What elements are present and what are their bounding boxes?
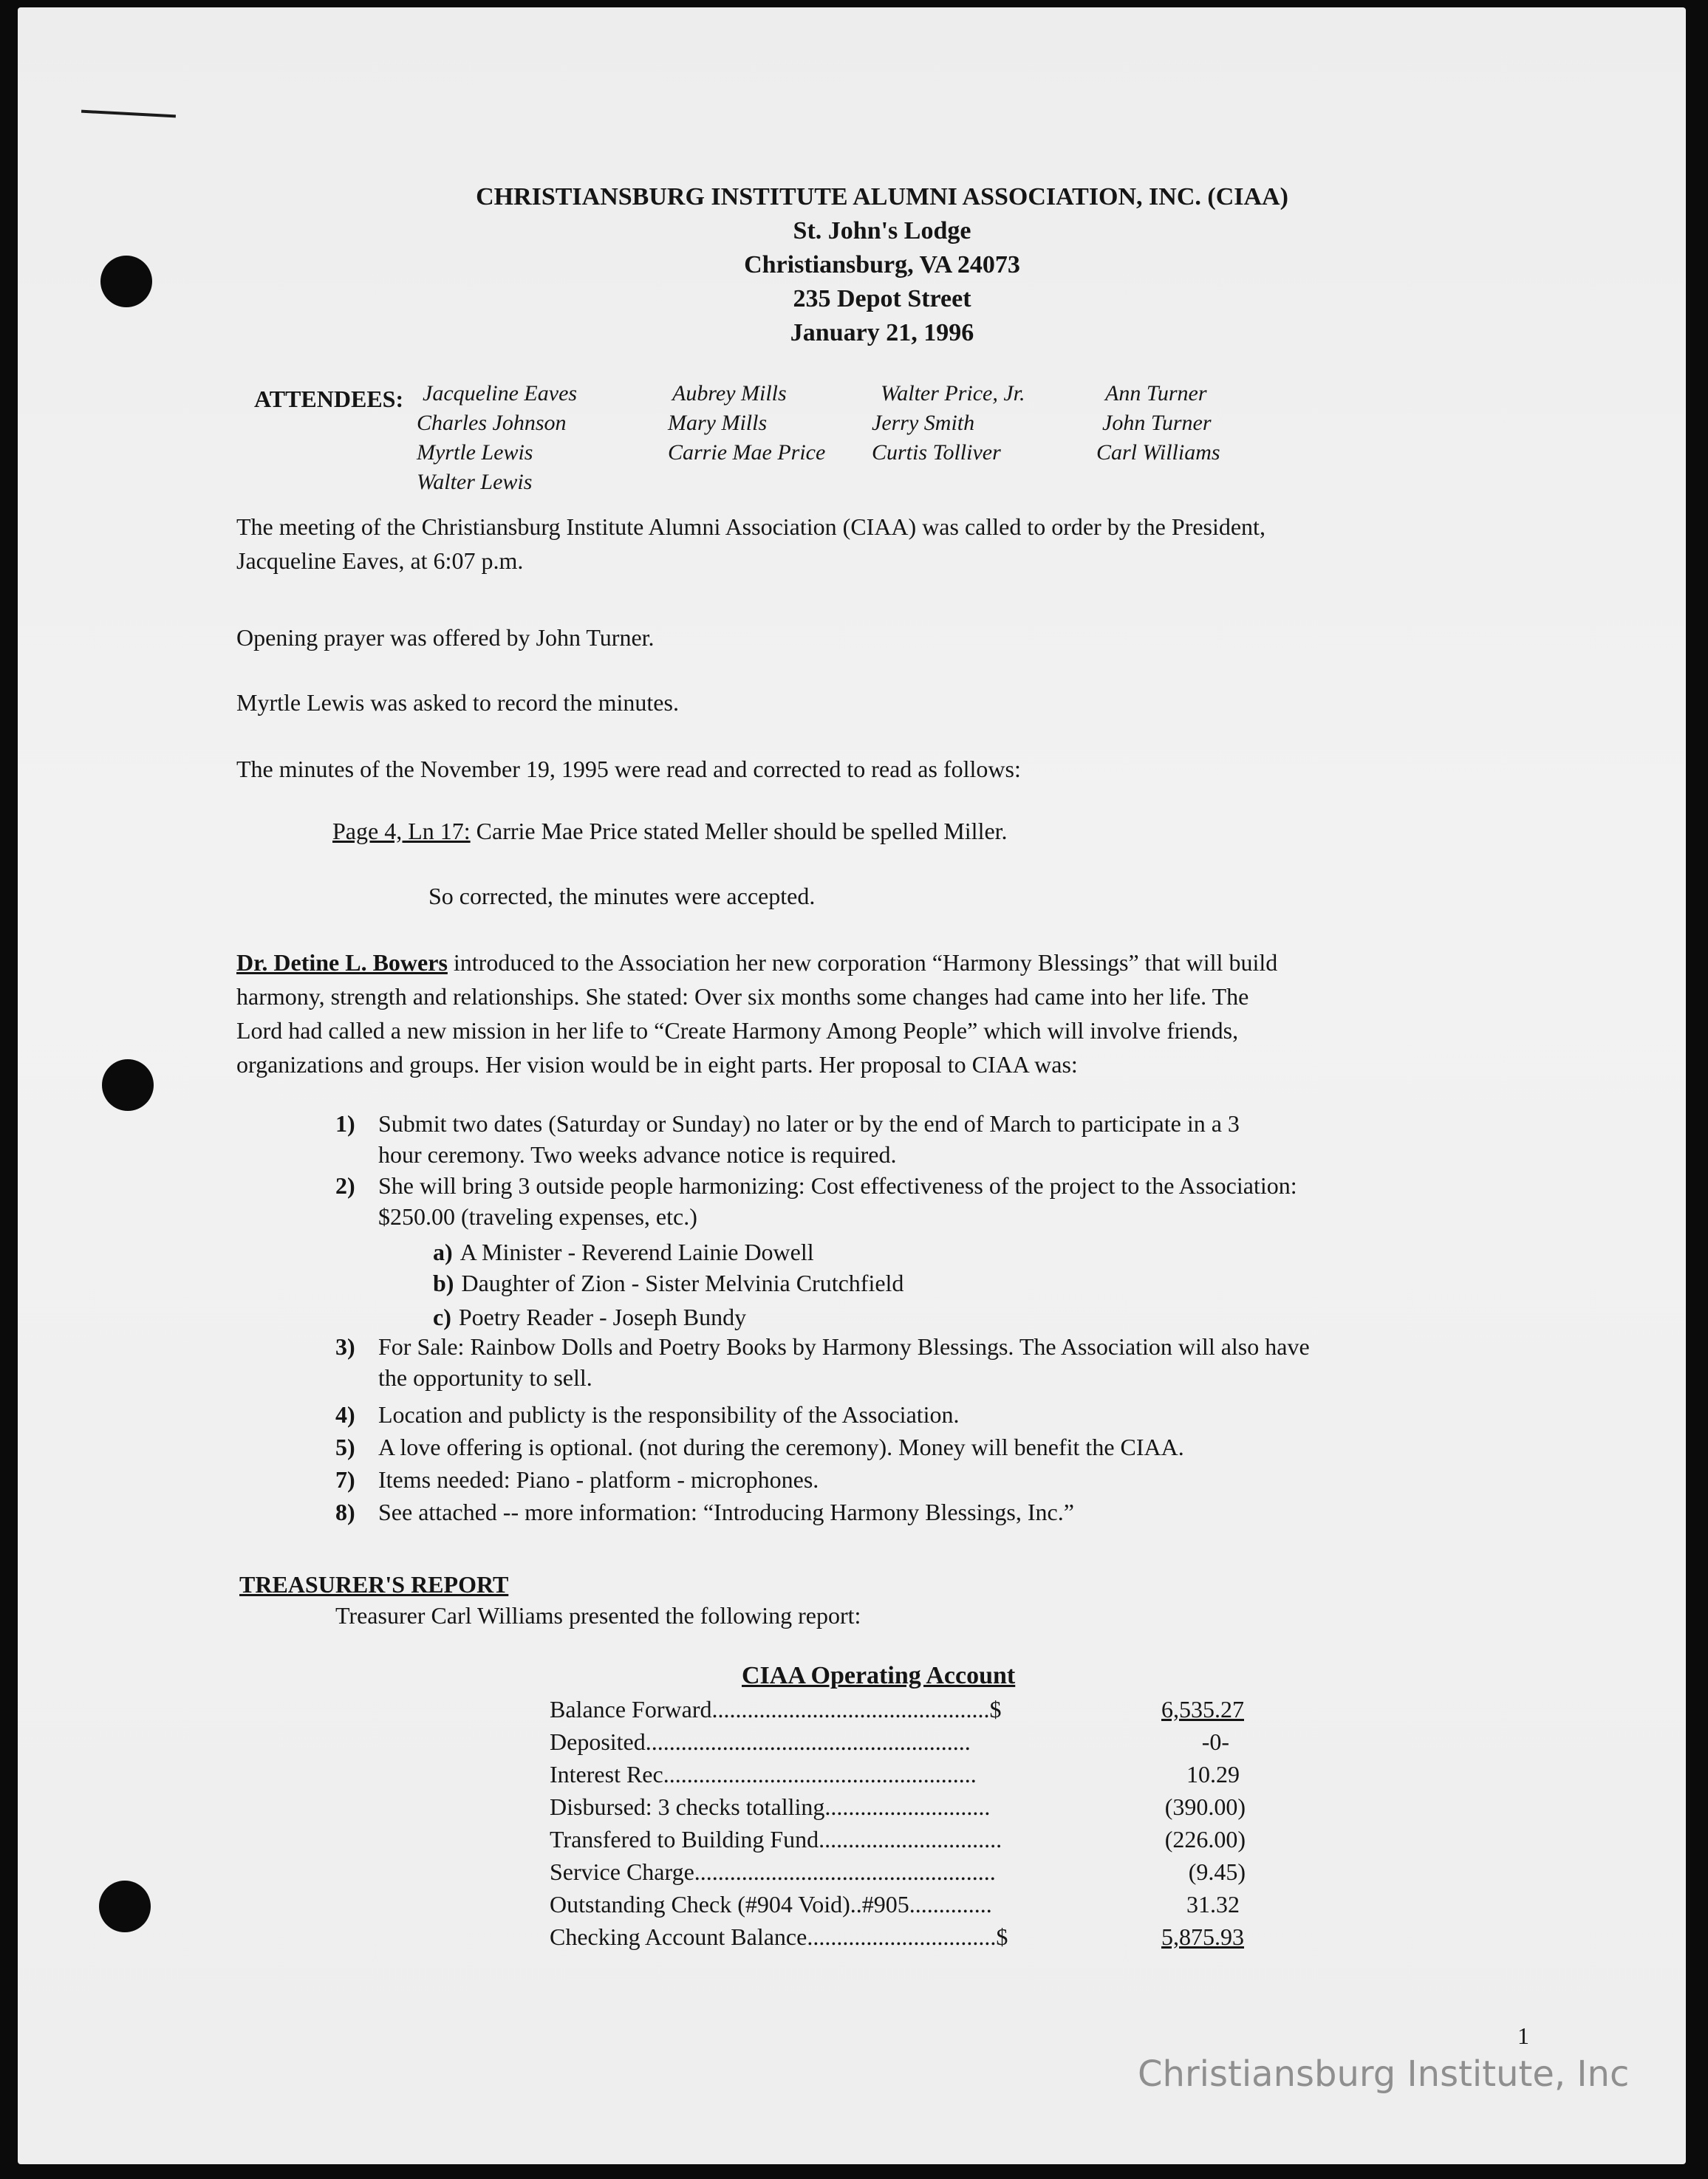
account-row (550, 1725, 1288, 1758)
speaker-name: Dr. Detine L. Bowers (236, 949, 448, 976)
account-row-label: Deposited....................................................... (550, 1728, 971, 1755)
punch-hole-bottom (99, 1881, 151, 1932)
bowers-intro: introduced to the Association her new corporation “Harmony Blessings” that will build (447, 949, 1278, 976)
item-text: the opportunity to sell. (378, 1364, 592, 1391)
item-number: 2) (335, 1172, 355, 1199)
bowers-line-3: Lord had called a new mission in her life to “Create Harmony Among People” which will involve friends, (236, 1017, 1239, 1044)
attendee-name: Carrie Mae Price (668, 440, 826, 465)
minutes-recorder: Myrtle Lewis was asked to record the minutes. (236, 689, 679, 716)
account-row-label: Balance Forward...............................................$ (550, 1696, 1002, 1723)
venue: St. John's Lodge (793, 217, 971, 244)
proposal-item-7 (335, 1464, 1517, 1495)
opening-prayer: Opening prayer was offered by John Turner. (236, 624, 655, 651)
account-row (550, 1758, 1288, 1790)
account-row (550, 1920, 1288, 1953)
item-text: Items needed: Piano - platform - microphones. (378, 1466, 819, 1493)
proposal-subitem-b: b) Daughter of Zion - Sister Melvinia Crutchfield (433, 1270, 904, 1296)
proposal-subitem-a: a) A Minister - Reverend Lainie Dowell (433, 1239, 814, 1265)
account-row-amount: (390.00) (1164, 1793, 1246, 1820)
minutes-correction (332, 814, 1008, 848)
attendee-name: Aubrey Mills (672, 381, 787, 406)
account-row (550, 1888, 1288, 1920)
call-to-order-line-1: The meeting of the Christiansburg Institute Alumni Association (CIAA) was called to order by the President, (236, 513, 1265, 540)
account-row-amount: 6,535.27 (1161, 1696, 1244, 1723)
proposal-item-8 (335, 1496, 1517, 1528)
punch-hole-middle (102, 1059, 154, 1111)
item-text: A love offering is optional. (not during the ceremony). Money will benefit the CIAA. (378, 1434, 1184, 1460)
letterhead (431, 180, 1333, 350)
item-text: She will bring 3 outside people harmonizing: Cost effectiveness of the project to the Association: (378, 1172, 1297, 1199)
account-row-label: Outstanding Check (#904 Void)..#905.............. (550, 1891, 992, 1918)
item-text: For Sale: Rainbow Dolls and Poetry Books by Harmony Blessings. The Association will also have (378, 1333, 1310, 1360)
account-row-amount: 10.29 (1186, 1761, 1240, 1788)
document-page (18, 7, 1686, 2164)
attendee-name: Walter Lewis (417, 470, 533, 494)
item-text: $250.00 (traveling expenses, etc.) (378, 1203, 697, 1230)
proposal-item-1 (335, 1108, 1517, 1170)
account-row-label: Disbursed: 3 checks totalling............................ (550, 1793, 991, 1820)
attendee-name: Carl Williams (1096, 440, 1220, 465)
account-row-amount: 31.32 (1186, 1891, 1240, 1918)
account-row (550, 1855, 1288, 1888)
account-row-amount: 5,875.93 (1161, 1923, 1244, 1950)
item-number: 5) (335, 1434, 355, 1460)
account-row-amount: -0- (1201, 1728, 1229, 1755)
attendee-name: John Turner (1102, 411, 1212, 435)
attendees-column-4 (1096, 379, 1220, 468)
treasurer-report-heading: TREASURER'S REPORT (239, 1571, 509, 1598)
attendees-column-1 (417, 379, 577, 497)
attendee-name: Charles Johnson (417, 411, 567, 435)
attendee-name: Ann Turner (1105, 381, 1207, 406)
item-number: 3) (335, 1333, 355, 1360)
item-text: Submit two dates (Saturday or Sunday) no later or by the end of March to participate in a 3 (378, 1110, 1240, 1137)
item-number: 4) (335, 1401, 355, 1428)
attendee-name: Curtis Tolliver (872, 440, 1001, 465)
bowers-line-1 (236, 945, 1277, 979)
account-row-label: Checking Account Balance................................$ (550, 1923, 1008, 1950)
punch-hole-top (100, 256, 152, 307)
attendees-column-2 (668, 379, 825, 468)
attendee-name: Myrtle Lewis (417, 440, 533, 465)
attendees-label: ATTENDEES: (254, 386, 404, 412)
account-row-label: Interest Rec..................................................... (550, 1761, 977, 1788)
account-title: CIAA Operating Account (742, 1662, 1016, 1689)
proposal-subitem-c: c) Poetry Reader - Joseph Bundy (433, 1304, 747, 1330)
account-row (550, 1790, 1288, 1823)
account-row (550, 1823, 1288, 1855)
item-number: 7) (335, 1466, 355, 1493)
item-text: See attached -- more information: “Introducing Harmony Blessings, Inc.” (378, 1499, 1074, 1525)
proposal-item-3 (335, 1331, 1517, 1393)
pen-mark (81, 110, 176, 118)
account-row-amount: (9.45) (1188, 1858, 1246, 1885)
item-number: 8) (335, 1499, 355, 1525)
bowers-line-2: harmony, strength and relationships. She stated: Over six months some changes had came into her life. The (236, 983, 1249, 1010)
city: Christiansburg, VA 24073 (744, 251, 1020, 278)
organization-name: CHRISTIANSBURG INSTITUTE ALUMNI ASSOCIATION, INC. (CIAA) (476, 183, 1288, 211)
proposal-item-4 (335, 1399, 1517, 1430)
correction-text: Carrie Mae Price stated Meller should be spelled Miller. (470, 818, 1008, 844)
correction-reference: Page 4, Ln 17: (332, 818, 471, 844)
street: 235 Depot Street (793, 285, 971, 312)
page-number: 1 (1517, 2022, 1529, 2049)
bowers-line-4: organizations and groups. Her vision would be in eight parts. Her proposal to CIAA was: (236, 1051, 1078, 1078)
call-to-order-line-2: Jacqueline Eaves, at 6:07 p.m. (236, 547, 524, 574)
attendee-name: Jerry Smith (872, 411, 975, 435)
attendee-name: Walter Price, Jr. (881, 381, 1025, 406)
attendee-name: Mary Mills (668, 411, 768, 435)
attendees-column-3 (872, 379, 1025, 468)
account-row-amount: (226.00) (1164, 1826, 1246, 1853)
proposal-item-2 (335, 1170, 1517, 1232)
minutes-accepted: So corrected, the minutes were accepted. (428, 883, 816, 909)
treasurer-intro: Treasurer Carl Williams presented the following report: (335, 1602, 861, 1629)
attendee-name: Jacqueline Eaves (423, 381, 578, 406)
account-row-label: Service Charge................................................... (550, 1858, 996, 1885)
account-row-label: Transfered to Building Fund............................... (550, 1826, 1002, 1853)
item-number: 1) (335, 1110, 355, 1137)
item-text: Location and publicty is the responsibility of the Association. (378, 1401, 960, 1428)
proposal-item-5 (335, 1431, 1517, 1463)
meeting-date: January 21, 1996 (790, 319, 974, 346)
previous-minutes: The minutes of the November 19, 1995 were read and corrected to read as follows: (236, 756, 1021, 782)
item-text: hour ceremony. Two weeks advance notice is required. (378, 1141, 897, 1168)
account-row (550, 1693, 1288, 1725)
watermark: Christiansburg Institute, Inc (1138, 2053, 1630, 2095)
